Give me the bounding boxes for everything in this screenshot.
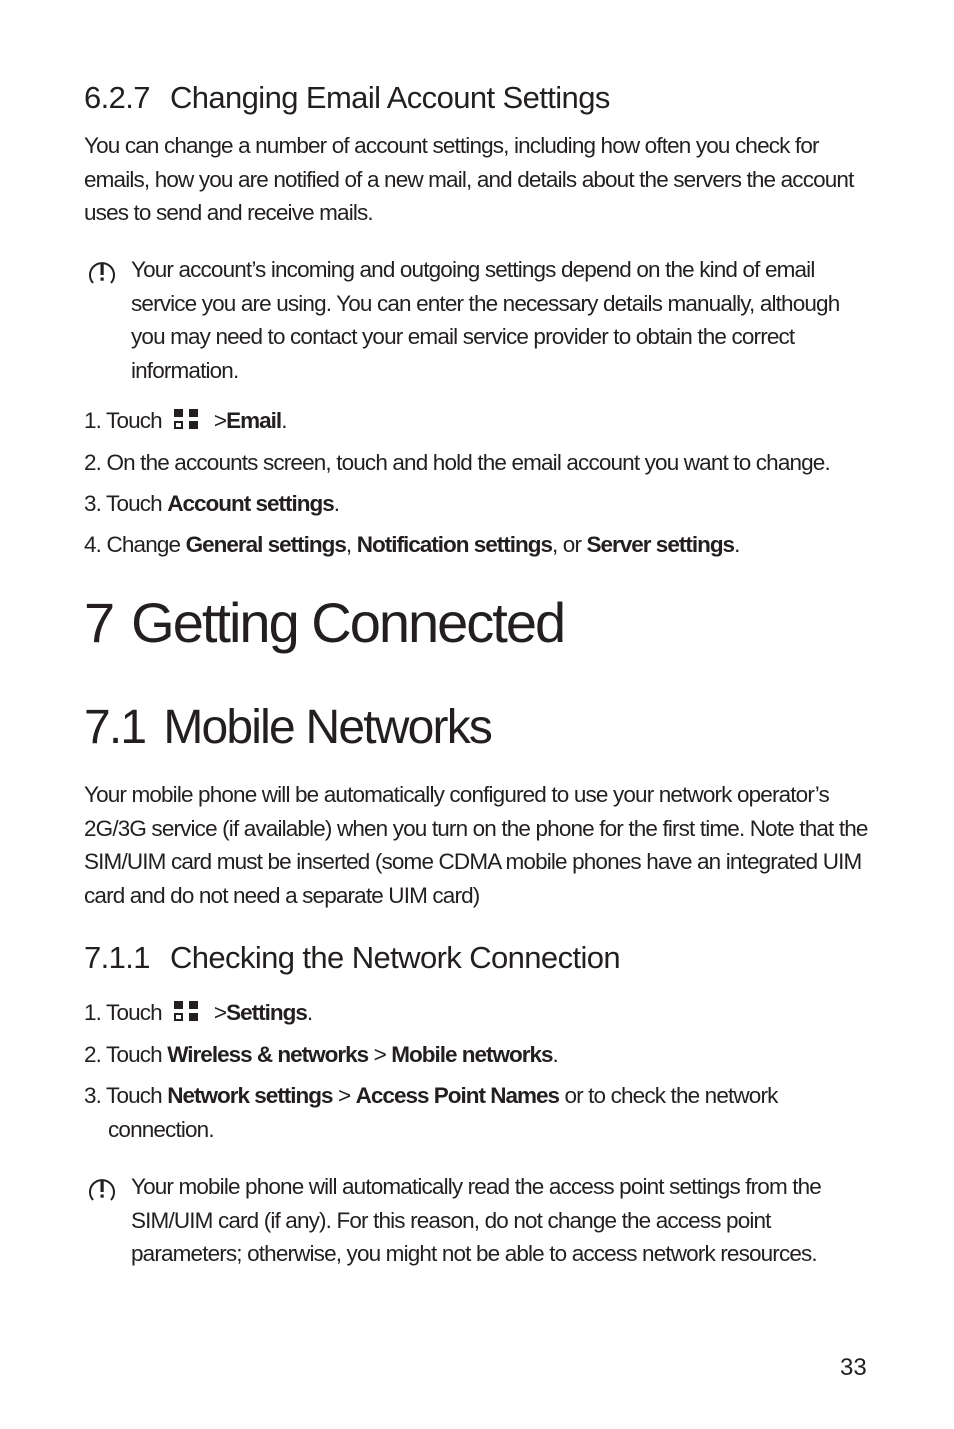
step-4 — [84, 528, 739, 562]
app-launcher-icon — [174, 1001, 200, 1023]
wireless-networks-label: Wireless & networks — [167, 1042, 369, 1067]
step-2 — [84, 1038, 558, 1072]
step-prefix: 2. Touch — [84, 1042, 162, 1067]
separator: > — [213, 408, 227, 433]
section-title: Changing Email Account Settings — [169, 80, 610, 115]
step-prefix: 4. Change — [84, 532, 181, 557]
step-continuation: connection. — [108, 1116, 214, 1142]
separator: > — [213, 1000, 227, 1025]
separator: > — [337, 1083, 351, 1108]
section-number: 7.1 — [84, 701, 146, 754]
chapter-heading — [84, 590, 564, 655]
general-settings-label: General settings — [185, 532, 346, 557]
section-heading-7-1-1 — [84, 940, 620, 976]
page-number: 33 — [840, 1354, 867, 1381]
intro-paragraph: You can change a number of account settings, including how often you check for emails, how you are notified of a new mail, and details about the servers the account uses to send and receive mails. — [84, 133, 854, 225]
or-text: , or — [551, 532, 582, 557]
step-2: 2. On the accounts screen, touch and hold the email account you want to change. — [84, 450, 830, 475]
app-launcher-icon — [174, 409, 200, 431]
comma: , — [345, 532, 352, 557]
mobile-networks-paragraph: Your mobile phone will be automatically configured to use your network operator’s 2G/3G service (if available) when you turn on the phone for the first time. Note that the SIM/UIM card must be inserted (some CDMA mobile phones have an integrated UIM card and do not need a separate UIM card) — [84, 782, 868, 908]
access-point-names-label: Access Point Names — [355, 1083, 560, 1108]
chapter-number: 7 — [84, 591, 114, 654]
chapter-title: Getting Connected — [131, 591, 565, 654]
period: . — [306, 1000, 313, 1025]
mobile-networks-label: Mobile networks — [391, 1042, 553, 1067]
step-prefix: 3. Touch — [84, 491, 162, 516]
step-prefix: 1. Touch — [84, 408, 162, 433]
note-text: Your account’s incoming and outgoing settings depend on the kind of email service you are using. You can enter the necessary details manually, although you may need to contact your email service provider to obtain the correct information. — [131, 257, 840, 383]
step-prefix: 1. Touch — [84, 1000, 162, 1025]
step-3 — [84, 1079, 778, 1146]
step-1 — [84, 996, 312, 1030]
caution-icon — [87, 257, 117, 287]
section-title: Mobile Networks — [163, 701, 492, 754]
section-number: 7.1.1 — [84, 940, 150, 975]
section-title: Checking the Network Connection — [169, 940, 621, 975]
section-number: 6.2.7 — [84, 80, 150, 115]
email-label: Email — [226, 408, 282, 433]
period: . — [281, 408, 287, 433]
account-settings-label: Account settings — [167, 491, 334, 516]
separator: > — [373, 1042, 386, 1067]
notification-settings-label: Notification settings — [356, 532, 552, 557]
note-text: Your mobile phone will automatically read the access point settings from the SIM/UIM card (if any). For this reason, do not change the access point parameters; otherwise, you might not be able to access network resources. — [131, 1174, 821, 1266]
section-heading-6-2-7 — [84, 80, 610, 116]
server-settings-label: Server settings — [586, 532, 735, 557]
step-1 — [84, 404, 287, 438]
period: . — [333, 491, 340, 516]
network-settings-label: Network settings — [167, 1083, 333, 1108]
period: . — [552, 1042, 558, 1067]
step-tail: or to check the network — [564, 1083, 778, 1108]
step-3 — [84, 487, 339, 521]
caution-icon — [87, 1174, 117, 1204]
settings-label: Settings — [226, 1000, 307, 1025]
section-heading-7-1 — [84, 700, 491, 755]
period: . — [734, 532, 740, 557]
step-prefix: 3. Touch — [84, 1083, 162, 1108]
